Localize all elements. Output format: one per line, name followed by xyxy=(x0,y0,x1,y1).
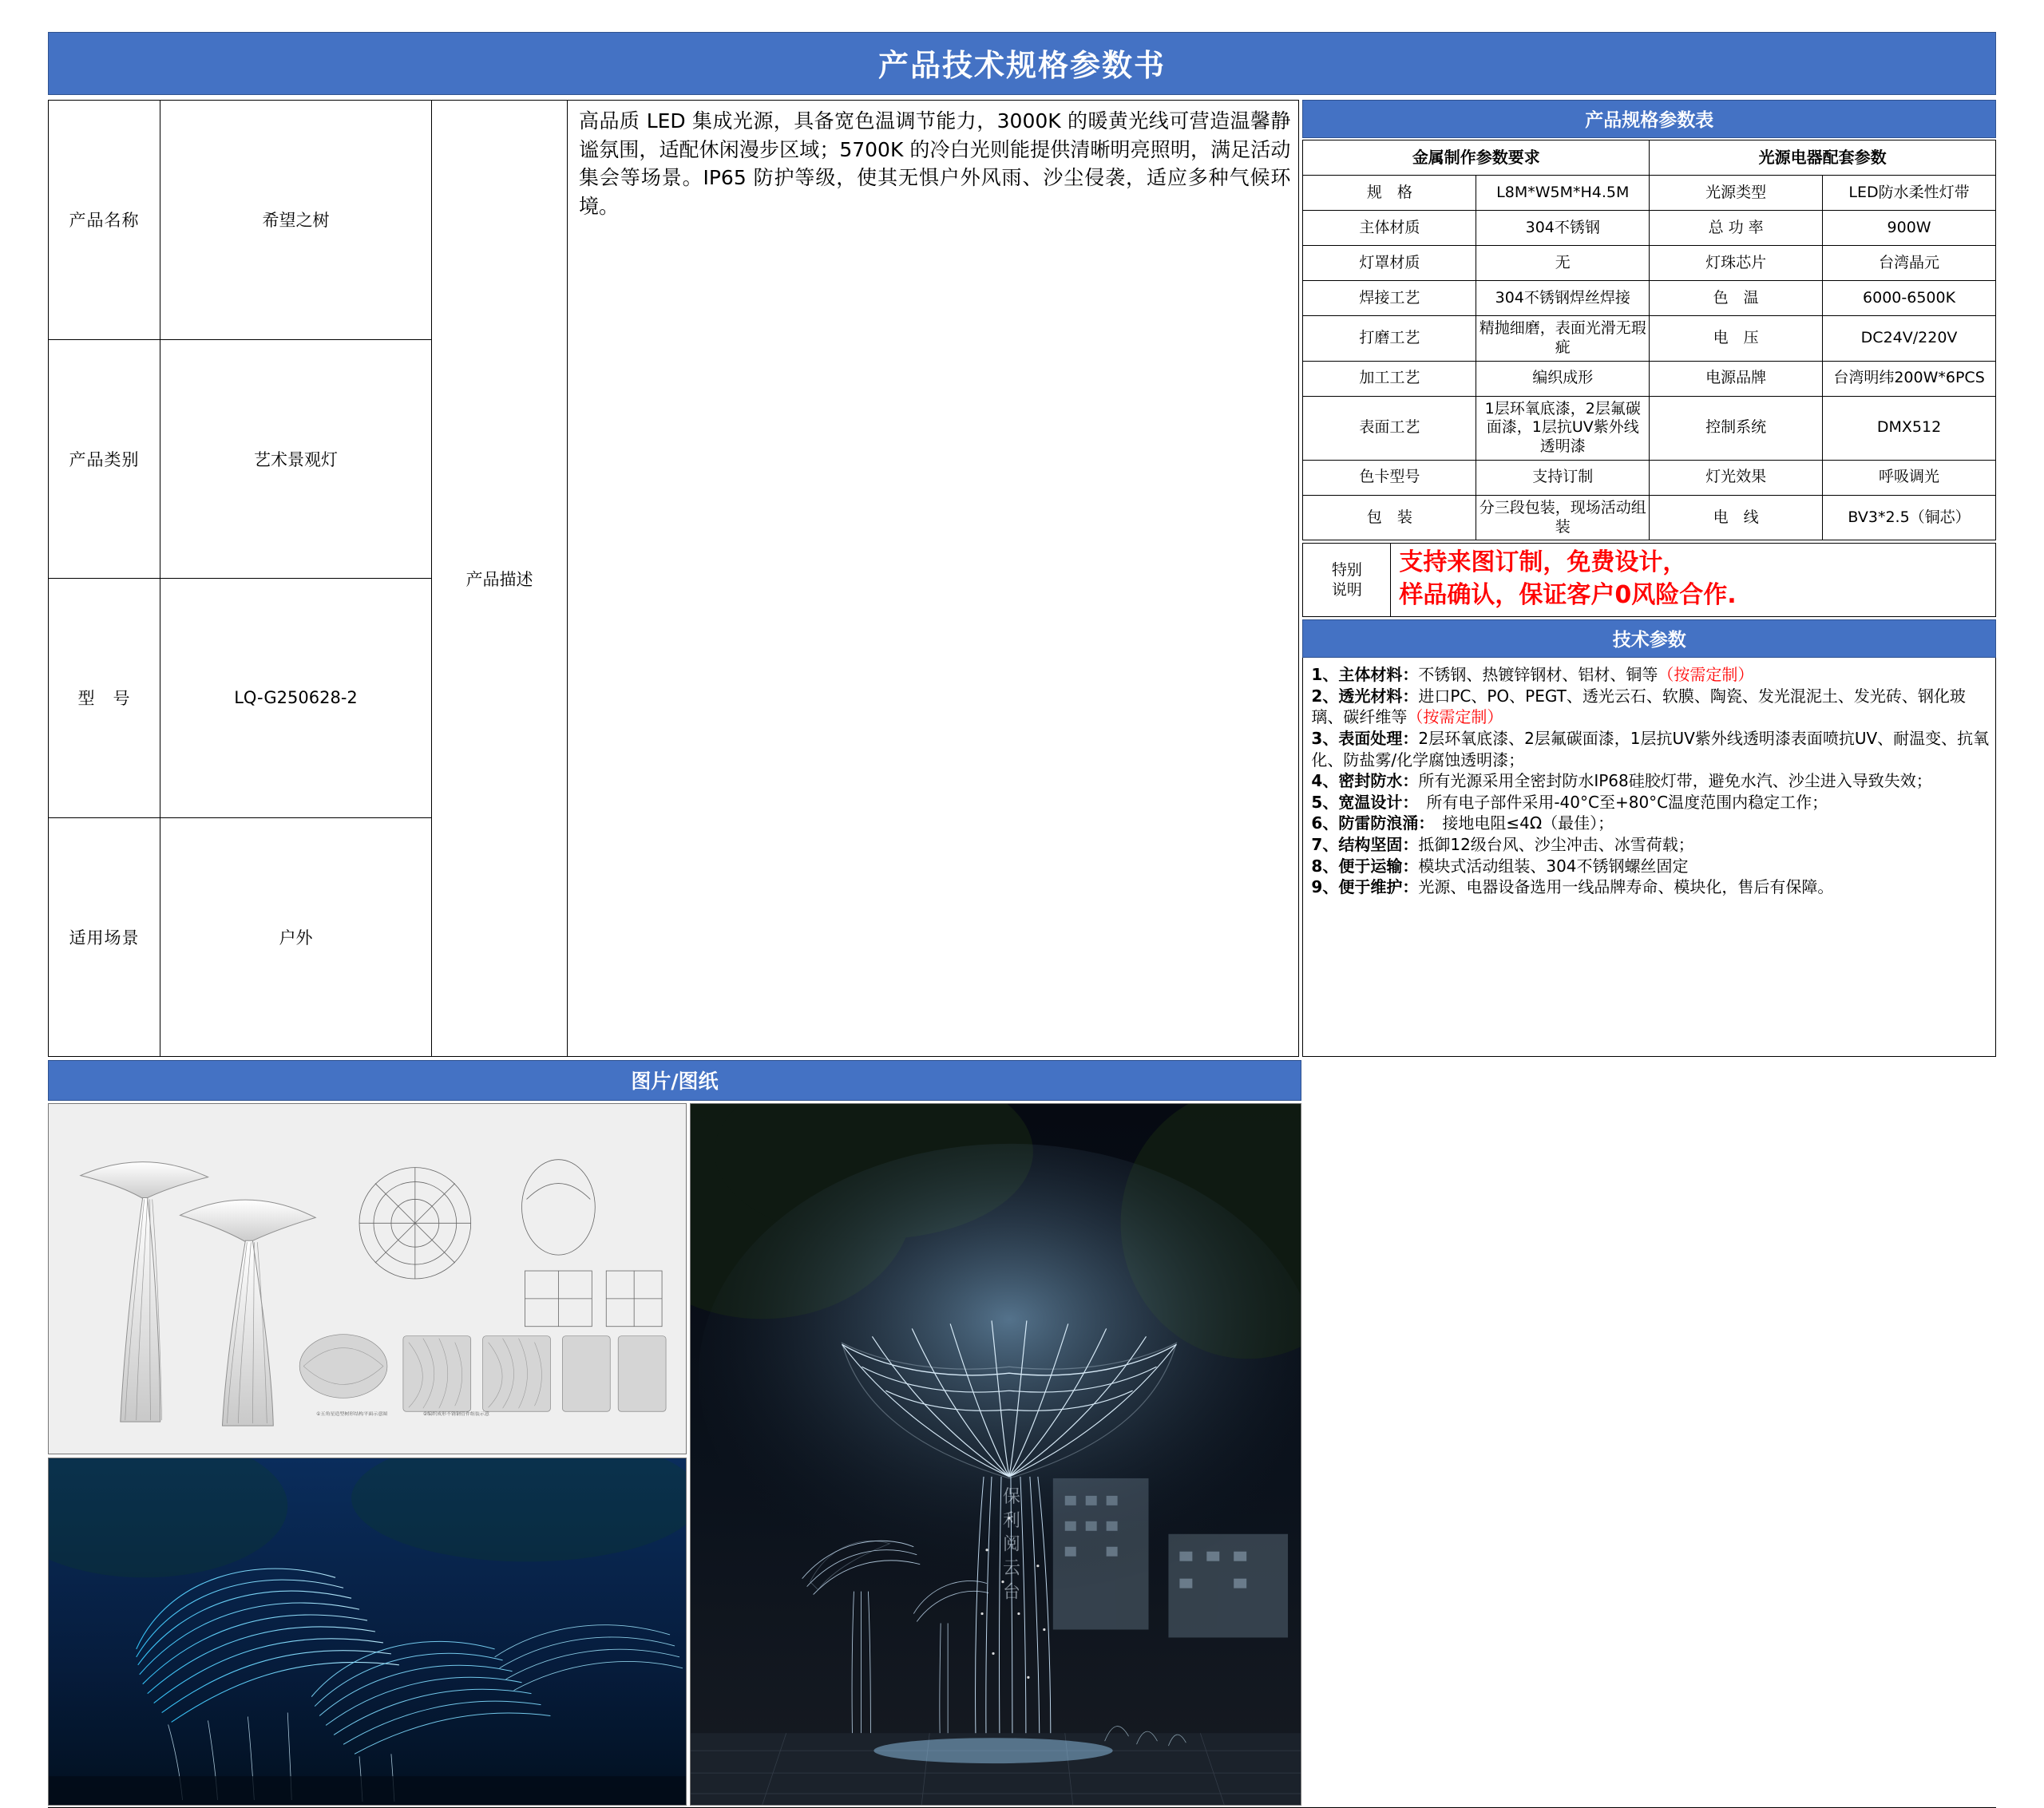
table-row xyxy=(1303,544,1996,617)
table-row xyxy=(1303,316,1996,362)
spec-value: 分三段包装，现场活动组装 xyxy=(1476,495,1650,540)
spec-key: 色 温 xyxy=(1650,281,1823,316)
info-value: 希望之树 xyxy=(160,101,432,340)
spec-value: 呼吸调光 xyxy=(1823,460,1996,495)
spec-value: DMX512 xyxy=(1823,396,1996,460)
special-note-line1: 支持来图订制，免费设计， xyxy=(1399,548,1687,577)
spec-key: 主体材质 xyxy=(1303,211,1476,246)
render-image-white-model xyxy=(48,1103,687,1454)
spec-value: DC24V/220V xyxy=(1823,316,1996,362)
table-row xyxy=(49,101,432,340)
special-note-label-line2: 说明 xyxy=(1331,580,1362,599)
photo-night-scene xyxy=(690,1103,1301,1806)
special-note-line2: 样品确认，保证客户0风险合作. xyxy=(1399,580,1737,609)
spec-key: 总 功 率 xyxy=(1650,211,1823,246)
tech-item-no: 1、 xyxy=(1311,665,1339,685)
table-row xyxy=(49,579,432,818)
gallery xyxy=(48,1103,1301,1806)
svg-text:①五角星造型树形结构平面示意图: ①五角星造型树形结构平面示意图 xyxy=(316,1412,388,1418)
tech-item-note: （按需定制） xyxy=(1407,707,1503,727)
spec-value: 1层环氧底漆，2层氟碳面漆，1层抗UV紫外线透明漆 xyxy=(1476,396,1650,460)
spec-sheet xyxy=(48,32,1996,1808)
tech-item-body: 模块式活动组装、304不锈钢螺丝固定 xyxy=(1418,856,1689,876)
svg-text:台: 台 xyxy=(1002,1582,1020,1603)
table-row xyxy=(1303,140,1996,176)
render-image-blue-night xyxy=(48,1458,687,1806)
tech-item-no: 7、 xyxy=(1311,835,1339,854)
tech-item xyxy=(1311,856,1991,877)
spec-key: 灯珠芯片 xyxy=(1650,246,1823,281)
svg-text:阅: 阅 xyxy=(1002,1534,1020,1555)
tech-item xyxy=(1311,876,1991,898)
tech-item-head: 宽温设计： xyxy=(1338,792,1411,812)
spec-group-left: 金属制作参数要求 xyxy=(1303,140,1650,176)
tech-item-head: 密封防水： xyxy=(1338,771,1419,791)
info-key: 产品名称 xyxy=(49,101,160,340)
tech-item-head: 便于运输： xyxy=(1338,856,1419,876)
tech-params-title: 技术参数 xyxy=(1302,619,1996,658)
spec-key: 规 格 xyxy=(1303,176,1476,211)
page-title: 产品技术规格参数书 xyxy=(48,32,1996,95)
spec-key: 电 压 xyxy=(1650,316,1823,362)
spec-value: 支持订制 xyxy=(1476,460,1650,495)
info-key: 型 号 xyxy=(49,579,160,818)
table-row xyxy=(1303,281,1996,316)
tech-item xyxy=(1311,834,1991,856)
tech-item-no: 3、 xyxy=(1311,729,1339,749)
spec-value: 304不锈钢 xyxy=(1476,211,1650,246)
night-photo-illustration xyxy=(691,1104,1301,1805)
white-model-illustration xyxy=(49,1104,686,1454)
table-row xyxy=(1303,211,1996,246)
spec-value: 台湾明纬200W*6PCS xyxy=(1823,361,1996,396)
top-section xyxy=(48,100,1996,1057)
spec-value: 无 xyxy=(1476,246,1650,281)
tech-item-no: 2、 xyxy=(1311,686,1339,706)
spec-key: 电源品牌 xyxy=(1650,361,1823,396)
spec-value: 6000-6500K xyxy=(1823,281,1996,316)
tech-item xyxy=(1311,770,1991,792)
tech-item xyxy=(1311,728,1991,770)
description-label: 产品描述 xyxy=(432,100,568,1057)
tech-item xyxy=(1311,813,1991,834)
spec-value: BV3*2.5（铜芯） xyxy=(1823,495,1996,540)
spec-value: 900W xyxy=(1823,211,1996,246)
info-key: 适用场景 xyxy=(49,817,160,1057)
table-row xyxy=(1303,396,1996,460)
special-note-label xyxy=(1303,544,1391,617)
svg-text:保: 保 xyxy=(1002,1487,1020,1508)
spec-key: 电 线 xyxy=(1650,495,1823,540)
tech-params-body xyxy=(1302,658,1996,1057)
spec-value: 304不锈钢焊丝焊接 xyxy=(1476,281,1650,316)
spec-table-title: 产品规格参数表 xyxy=(1302,100,1996,138)
spec-value: 精抛细磨，表面光滑无瑕疵 xyxy=(1476,316,1650,362)
special-note-table xyxy=(1302,543,1996,617)
table-row xyxy=(49,339,432,579)
spec-key: 包 装 xyxy=(1303,495,1476,540)
spec-value: 编织成形 xyxy=(1476,361,1650,396)
spec-key: 光源类型 xyxy=(1650,176,1823,211)
product-info-block xyxy=(48,100,1299,1057)
tech-item-body: 2层环氧底漆、2层氟碳面漆，1层抗UV紫外线透明漆表面喷抗UV、耐温变、抗氧化、防盐雾/化学腐蚀透明漆； xyxy=(1311,729,1990,769)
tech-item xyxy=(1311,792,1991,813)
tech-item-head: 防雷防浪涌： xyxy=(1338,813,1427,833)
tech-item-head: 透光材料： xyxy=(1338,686,1419,706)
spec-group-right: 光源电器配套参数 xyxy=(1650,140,1996,176)
spec-key: 打磨工艺 xyxy=(1303,316,1476,362)
tech-item-no: 5、 xyxy=(1311,792,1339,812)
table-row xyxy=(1303,361,1996,396)
svg-text:云: 云 xyxy=(1002,1558,1020,1579)
gallery-left-column xyxy=(48,1103,687,1806)
tech-item-body: 所有光源采用全密封防水IP68硅胶灯带，避免水汽、沙尘进入导致失效； xyxy=(1418,771,1932,791)
tech-item-no: 6、 xyxy=(1311,813,1339,833)
tech-item-head: 表面处理： xyxy=(1338,729,1419,749)
special-note-text xyxy=(1391,544,1996,617)
spec-key: 灯光效果 xyxy=(1650,460,1823,495)
product-info-table xyxy=(48,100,432,1057)
spec-key: 控制系统 xyxy=(1650,396,1823,460)
tech-item-head: 主体材料： xyxy=(1338,665,1419,685)
description-text: 高品质 LED 集成光源，具备宽色温调节能力，3000K 的暖黄光线可营造温馨静谧氛围，适配休闲漫步区域；5700K 的冷白光则能提供清晰明亮照明，满足活动集会等场景。IP65 防护等级，使其无惧户外风雨、沙尘侵袭，适应多种气候环境。 xyxy=(568,100,1299,1057)
tech-item xyxy=(1311,686,1991,728)
special-note-label-line1: 特别 xyxy=(1331,561,1362,580)
tech-item-no: 9、 xyxy=(1311,877,1339,897)
tech-item-body: 所有电子部件采用-40°C至+80°C温度范围内稳定工作； xyxy=(1410,792,1828,812)
table-row xyxy=(1303,460,1996,495)
tech-item-note: （按需定制） xyxy=(1658,665,1754,685)
tech-item-head: 结构坚固： xyxy=(1338,835,1419,854)
tech-item-body: 抵御12级台风、沙尘冲击、冰雪荷载； xyxy=(1418,835,1694,854)
info-value: 户外 xyxy=(160,817,432,1057)
tech-item-body: 光源、电器设备选用一线品牌寿命、模块化，售后有保障。 xyxy=(1418,877,1834,897)
spec-value: 台湾晶元 xyxy=(1823,246,1996,281)
tech-item xyxy=(1311,664,1991,686)
table-row xyxy=(49,817,432,1057)
tech-item-body: 进口PC、PO、PEGT、透光云石、软膜、陶瓷、发光混泥土、发光砖、钢化玻璃、碳纤维等 xyxy=(1311,686,1966,727)
table-row xyxy=(1303,246,1996,281)
blue-night-illustration xyxy=(49,1458,686,1805)
svg-text:②编织成形不锈钢管件组装示意: ②编织成形不锈钢管件组装示意 xyxy=(422,1412,489,1418)
tech-item-no: 8、 xyxy=(1311,856,1339,876)
spec-key: 表面工艺 xyxy=(1303,396,1476,460)
tech-item-body: 接地电阻≤4Ω（最佳）； xyxy=(1426,813,1614,833)
table-row xyxy=(1303,495,1996,540)
gallery-title: 图片/图纸 xyxy=(48,1060,1301,1101)
info-key: 产品类别 xyxy=(49,339,160,579)
info-value: LQ-G250628-2 xyxy=(160,579,432,818)
spec-key: 色卡型号 xyxy=(1303,460,1476,495)
spec-key: 焊接工艺 xyxy=(1303,281,1476,316)
spec-value: L8M*W5M*H4.5M xyxy=(1476,176,1650,211)
table-row xyxy=(1303,176,1996,211)
photo-night-scene-frame xyxy=(690,1103,1301,1806)
svg-text:利: 利 xyxy=(1002,1511,1020,1532)
spec-value: LED防水柔性灯带 xyxy=(1823,176,1996,211)
spec-table xyxy=(1302,140,1996,540)
tech-item-head: 便于维护： xyxy=(1338,877,1419,897)
spec-key: 灯罩材质 xyxy=(1303,246,1476,281)
spec-panel xyxy=(1302,100,1996,1057)
info-value: 艺术景观灯 xyxy=(160,339,432,579)
tech-item-body: 不锈钢、热镀锌钢材、铝材、铜等 xyxy=(1418,665,1658,685)
tech-item-no: 4、 xyxy=(1311,771,1339,791)
spec-key: 加工工艺 xyxy=(1303,361,1476,396)
